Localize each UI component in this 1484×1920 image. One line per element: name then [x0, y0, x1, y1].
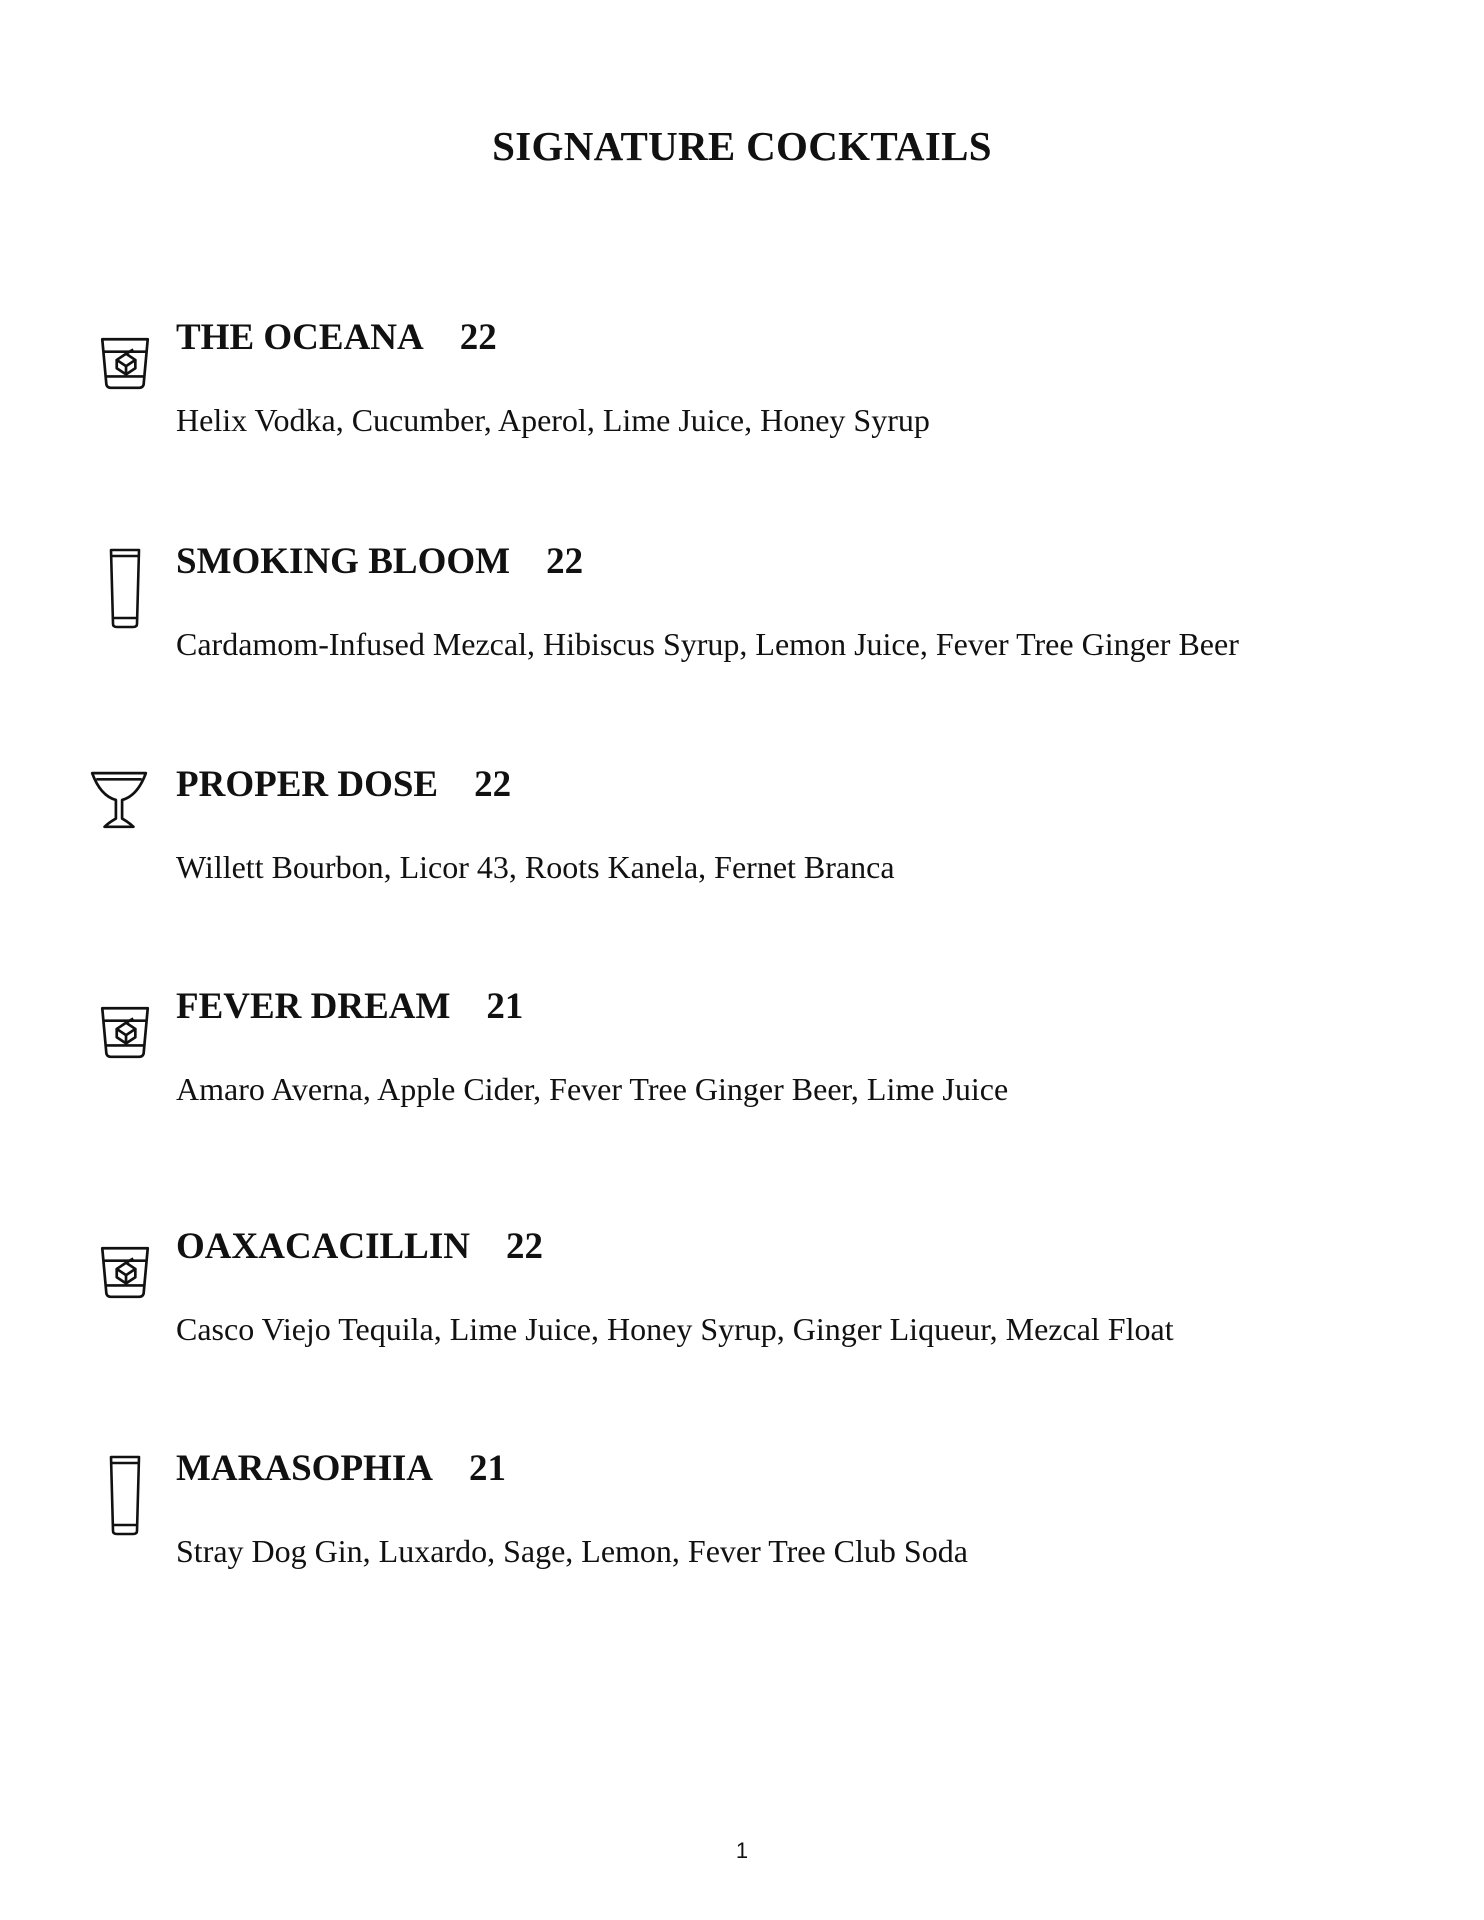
item-price: 22: [474, 764, 512, 805]
item-price: 22: [505, 1226, 543, 1267]
item-description: Helix Vodka, Cucumber, Aperol, Lime Juice, Honey Syrup: [176, 402, 930, 438]
item-description: Stray Dog Gin, Luxardo, Sage, Lemon, Fever Tree Club Soda: [176, 1533, 968, 1569]
item-description: Amaro Averna, Apple Cider, Fever Tree Ginger Beer, Lime Juice: [176, 1071, 1009, 1107]
item-price: 21: [486, 986, 524, 1027]
item-description: Cardamom-Infused Mezcal, Hibiscus Syrup, Lemon Juice, Fever Tree Ginger Beer: [176, 626, 1239, 662]
item-description: Casco Viejo Tequila, Lime Juice, Honey Syrup, Ginger Liqueur, Mezcal Float: [176, 1311, 1174, 1347]
coupe-glass-icon: [88, 769, 150, 833]
rocks-glass-icon: [94, 326, 156, 398]
item-price: 21: [468, 1448, 506, 1489]
page-title: SIGNATURE COCKTAILS: [492, 123, 992, 169]
rocks-glass-icon: [94, 995, 156, 1067]
item-name: MARASOPHIA: [176, 1448, 433, 1489]
item-price: 22: [546, 541, 584, 582]
item-name: SMOKING BLOOM: [176, 541, 511, 582]
item-name: OAXACACILLIN: [176, 1226, 470, 1267]
item-name: FEVER DREAM: [176, 986, 451, 1027]
item-description: Willett Bourbon, Licor 43, Roots Kanela, Fernet Branca: [176, 849, 895, 885]
rocks-glass-icon: [94, 1235, 156, 1307]
page-number: 1: [735, 1838, 749, 1863]
item-name: THE OCEANA: [176, 317, 424, 358]
item-price: 22: [459, 317, 497, 358]
item-name: PROPER DOSE: [176, 764, 439, 805]
highball-glass-icon: [94, 1453, 156, 1537]
highball-glass-icon: [94, 546, 156, 630]
